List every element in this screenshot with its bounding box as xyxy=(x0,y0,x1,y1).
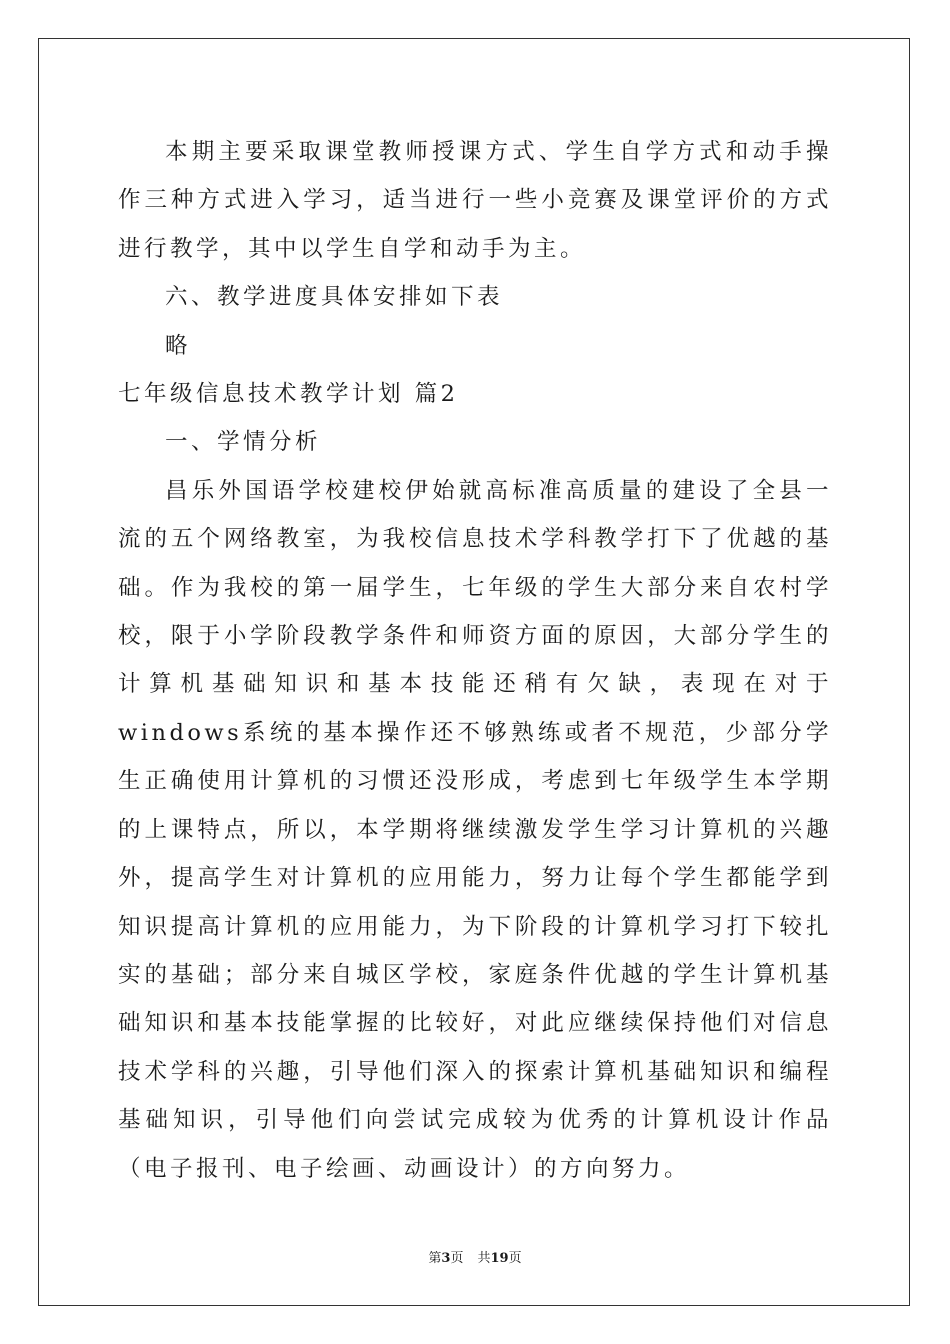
document-body xyxy=(118,128,832,1193)
page-footer xyxy=(0,1247,950,1266)
total-prefix: 共 xyxy=(477,1251,491,1266)
total-suffix: 页 xyxy=(508,1251,522,1266)
paragraph-schedule-heading: 六、教学进度具体安排如下表 xyxy=(165,284,504,311)
paragraph-student-analysis: 昌乐外国语学校建校伊始就高标准高质量的建设了全县一流的五个网络教室，为我校信息技术学科教学打下了优越的基础。作为我校的第一届学生，七年级的学生大部分来自农村学校，限于小学阶段教学条件和师资方面的原因，大部分学生的计算机基础知识和基本技能还稍有欠缺，表现在对于windows系统的基本操作还不够熟练或者不规范，少部分学生正确使用计算机的习惯还没形成，考虑到七年级学生本学期的上课特点，所以，本学期将继续激发学生学习计算机的兴趣外，提高学生对计算机的应用能力，努力让每个学生都能学到知识提高计算机的应用能力，为下阶段的计算机学习打下较扎实的基础；部分来自城区学校，家庭条件优越的学生计算机基础知识和基本技能掌握的比较好，对此应继续保持他们对信息技术学科的兴趣，引导他们深入的探索计算机基础知识和编程基础知识，引导他们向尝试完成较为优秀的计算机设计作品（电子报刊、电子绘画、动画设计）的方向努力。 xyxy=(118,477,832,1182)
page-number: 3 xyxy=(441,1251,451,1266)
page-prefix: 第 xyxy=(428,1251,442,1266)
section-title: 七年级信息技术教学计划 篇2 xyxy=(118,381,459,408)
paragraph-omitted: 略 xyxy=(165,332,192,359)
paragraph-analysis-heading: 一、学情分析 xyxy=(165,429,322,456)
paragraph-teaching-methods: 本期主要采取课堂教师授课方式、学生自学方式和动手操作三种方式进入学习，适当进行一些小竞赛及课堂评价的方式进行教学，其中以学生自学和动手为主。 xyxy=(118,139,832,262)
page-suffix: 页 xyxy=(450,1251,464,1266)
total-pages: 19 xyxy=(490,1251,509,1266)
